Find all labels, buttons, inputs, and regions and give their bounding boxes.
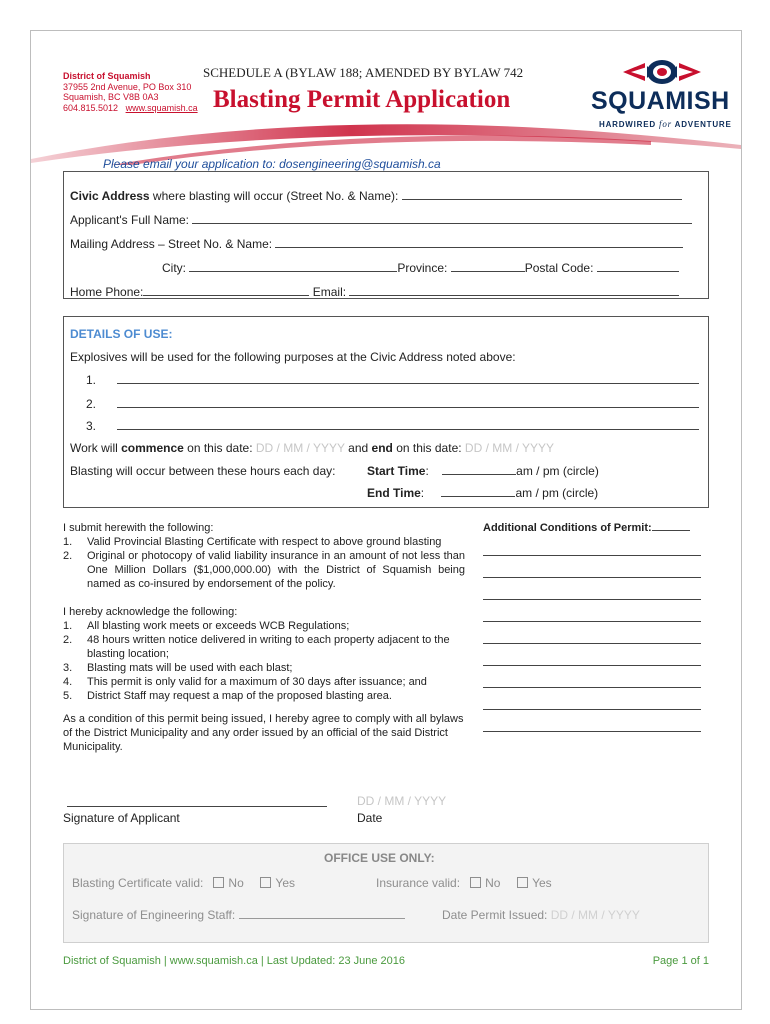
cert-yes-checkbox[interactable] [260,877,271,888]
phone-email-row: Home Phone: Email: [70,285,679,299]
eng-signature-row: Signature of Engineering Staff: [72,908,405,922]
compliance-statement: As a condition of this permit being issued, I hereby agree to comply with all bylaws of the District Municipality and any order issued by an official of the said District Municipality. [63,713,464,753]
additional-conditions-heading: Additional Conditions of Permit: [483,521,707,535]
date-issued-row: Date Permit Issued: DD / MM / YYYY [442,908,640,922]
purpose-row-1: 1. [86,373,699,387]
org-address-block [63,71,198,113]
eagle-emblem-icon [587,57,737,87]
signature-date-field[interactable]: DD / MM / YYYY [357,794,447,808]
work-dates-row: Work will commence on this date: DD / MM / YYYY and end on this date: DD / MM / YYYY [70,441,555,455]
org-address-line-1: 37955 2nd Avenue, PO Box 310 [63,81,192,92]
city-province-postal-row: City: Province: Postal Code: [162,261,679,275]
blasting-hours-label: Blasting will occur between these hours each day: [70,464,336,478]
acknowledge-item: 3. Blasting mats will be used with each blast; [63,662,293,674]
acknowledge-item: 2. 48 hours written notice delivered in writing to each property adjacent to the blasting location; [63,634,450,660]
condition-line-9[interactable] [483,731,701,732]
logo-brand-text: SQUAMISH [591,87,730,115]
condition-line-3[interactable] [483,599,701,600]
email-field[interactable] [349,285,679,296]
purpose-field-3[interactable] [117,419,699,430]
email-instruction: Please email your application to: dosengineering@squamish.ca [103,157,441,171]
details-intro: Explosives will be used for the following purposes at the Civic Address noted above: [70,350,516,364]
insurance-no-checkbox[interactable] [470,877,481,888]
postal-code-field[interactable] [597,261,679,272]
condition-line-5[interactable] [483,643,701,644]
submit-item: 1. Valid Provincial Blasting Certificate with respect to above ground blasting [63,536,442,548]
applicant-signature-line[interactable] [67,806,327,807]
permit-page [30,30,742,1010]
footer-left: District of Squamish | www.squamish.ca | Last Updated: 23 June 2016 [63,955,405,967]
civic-address-row: Civic Address where blasting will occur (Street No. & Name): [70,189,682,203]
start-time-row: Start Time: am / pm (circle) [367,464,599,478]
mailing-address-field[interactable] [275,237,683,248]
insurance-yes-checkbox[interactable] [517,877,528,888]
org-website-link[interactable]: www.squamish.ca [125,102,198,113]
condition-line-1[interactable] [483,555,701,556]
office-use-heading: OFFICE USE ONLY: [324,851,435,865]
full-name-row: Applicant's Full Name: [70,213,692,227]
details-of-use-box [63,316,709,508]
acknowledge-intro: I hereby acknowledge the following: [63,606,238,618]
purpose-row-2: 2. [86,397,699,411]
date-issued-field[interactable]: DD / MM / YYYY [550,908,640,922]
insurance-valid-row: Insurance valid: No Yes [376,876,552,890]
start-time-field[interactable] [442,464,516,475]
purpose-field-2[interactable] [117,397,699,408]
cert-no-checkbox[interactable] [213,877,224,888]
office-use-box [63,843,709,943]
home-phone-field[interactable] [143,285,309,296]
org-name: District of Squamish [63,71,151,81]
acknowledge-item: 1. All blasting work meets or exceeds WCB Regulations; [63,620,350,632]
applicant-info-box [63,171,709,299]
end-time-field[interactable] [441,486,515,497]
condition-field-0[interactable] [652,521,690,531]
civic-address-field[interactable] [402,189,682,200]
cert-valid-row: Blasting Certificate valid: No Yes [72,876,295,890]
schedule-heading: SCHEDULE A (BYLAW 188; AMENDED BY BYLAW 742 [203,65,524,80]
org-phone: 604.815.5012 [63,102,119,113]
condition-line-4[interactable] [483,621,701,622]
acknowledge-item: 5. District Staff may request a map of the proposed blasting area. [63,690,392,702]
signature-date-label: Date [357,811,383,825]
end-time-row: End Time: am / pm (circle) [367,486,599,500]
commence-date-field[interactable]: DD / MM / YYYY [255,441,345,455]
eng-signature-field[interactable] [239,908,405,919]
submit-item: 2. Original or photocopy of valid liability insurance in an amount of not less than One Million Dollars ($1,000,000.00) with the District of Squamish being named as co-insured by endorsement of the policy. [63,550,465,590]
submission-section [63,521,465,754]
condition-line-7[interactable] [483,687,701,688]
org-address-line-2: Squamish, BC V8B 0A3 [63,92,159,102]
mailing-address-row: Mailing Address – Street No. & Name: [70,237,683,251]
submit-intro: I submit herewith the following: [63,522,214,534]
full-name-field[interactable] [192,213,692,224]
details-heading: DETAILS OF USE: [70,327,173,341]
purpose-row-3: 3. [86,419,699,433]
condition-line-2[interactable] [483,577,701,578]
footer-page-number: Page 1 of 1 [652,955,709,967]
purpose-field-1[interactable] [117,373,699,384]
end-date-field[interactable]: DD / MM / YYYY [464,441,555,455]
province-field[interactable] [451,261,525,272]
city-field[interactable] [189,261,397,272]
additional-conditions-section [483,521,707,732]
acknowledge-item: 4. This permit is only valid for a maximum of 30 days after issuance; and [63,676,427,688]
signature-label: Signature of Applicant [63,811,180,825]
page-title: Blasting Permit Application [213,86,511,113]
condition-line-6[interactable] [483,665,701,666]
logo-tagline: HARDWIRED for ADVENTURE [599,119,732,129]
condition-line-8[interactable] [483,709,701,710]
